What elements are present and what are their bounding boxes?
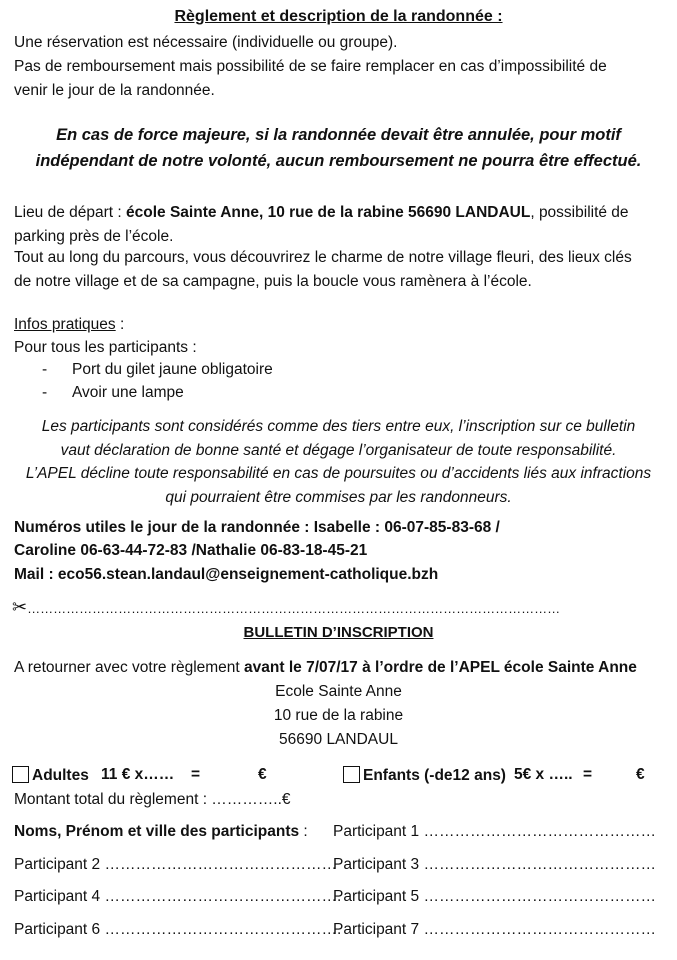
depart-line-2: parking près de l’école.	[14, 228, 174, 245]
participant-field[interactable]: Participant 7 ………………………………………	[333, 921, 656, 938]
infos-heading	[14, 316, 124, 334]
participant-field[interactable]: Participant 5 ………………………………………	[333, 888, 656, 905]
total-amount: Montant total du règlement : …………..€	[14, 791, 291, 808]
participants-heading-colon: :	[299, 823, 308, 840]
contacts-line-2: Caroline 06-63-44-72-83 /Nathalie 06-83-18-45-21	[14, 542, 368, 559]
children-option[interactable]	[343, 766, 506, 785]
scissors-icon: ✂	[12, 597, 28, 617]
reservation-line-1: Une réservation est nécessaire (individuelle ou groupe).	[14, 34, 398, 51]
participants-heading-label: Noms, Prénom et ville des participants	[14, 823, 300, 840]
infos-heading-label: Infos pratiques	[14, 316, 116, 333]
bulletin-address-2: 10 rue de la rabine	[273, 707, 404, 724]
bulletin-return-line	[14, 659, 637, 677]
list-dash: -	[42, 384, 48, 401]
participant-field[interactable]: Participant 3 ………………………………………	[333, 856, 656, 873]
participant-field[interactable]: Participant 2 ………………………………………	[14, 856, 337, 873]
adults-label: Adultes	[32, 767, 89, 784]
children-checkbox[interactable]	[343, 766, 360, 783]
reservation-line-2: Pas de remboursement mais possibilité de se faire remplacer en cas d’impossibilité de	[14, 58, 607, 75]
cut-dots: ……………………………………………………………………………………………………………	[27, 601, 561, 616]
adults-price: 11 € x……	[101, 766, 175, 783]
adults-option[interactable]	[12, 766, 89, 785]
disclaimer-line-3: L’APEL décline toute responsabilité en cas de poursuites ou d’accidents liés aux infractions	[25, 465, 652, 482]
list-item-text: Avoir une lampe	[72, 384, 184, 401]
infos-intro: Pour tous les participants :	[14, 339, 197, 356]
participant-field[interactable]: Participant 6 ……………………………………….	[14, 921, 342, 938]
list-item-text: Port du gilet jaune obligatoire	[72, 361, 273, 378]
list-dash: -	[42, 361, 48, 378]
infos-heading-colon: :	[115, 316, 125, 333]
bulletin-title: BULLETIN D’INSCRIPTION	[243, 624, 434, 641]
participants-heading	[14, 823, 308, 841]
children-price: 5€ x …..	[514, 766, 573, 783]
reservation-line-3: venir le jour de la randonnée.	[14, 82, 215, 99]
depart-line-1	[14, 204, 629, 222]
bulletin-address-1: Ecole Sainte Anne	[275, 683, 402, 700]
disclaimer-line-4: qui pourraient être commises par les randonneurs.	[165, 489, 512, 506]
return-deadline: avant le 7/07/17 à l’ordre de l’APEL école Sainte Anne	[244, 659, 637, 676]
disclaimer-line-2: vaut déclaration de bonne santé et dégage l’organisateur de toute responsabilité.	[60, 442, 617, 459]
disclaimer-line-1: Les participants sont considérés comme des tiers entre eux, l’inscription sur ce bulletin	[41, 418, 636, 435]
children-total: €	[636, 766, 645, 783]
page-title: Règlement et description de la randonnée :	[174, 8, 503, 25]
force-majeure-line-1: En cas de force majeure, si la randonnée devait être annulée, pour motif	[56, 126, 621, 144]
participant-field[interactable]: Participant 4 ……………………………………….	[14, 888, 342, 905]
depart-suffix: , possibilité de	[530, 204, 629, 221]
children-equals: =	[583, 766, 593, 783]
contacts-line-1: Numéros utiles le jour de la randonnée : Isabelle : 06-07-85-83-68 /	[14, 519, 500, 536]
bulletin-address-3: 56690 LANDAUL	[279, 731, 398, 748]
cut-line	[12, 597, 652, 618]
contacts-line-3: Mail : eco56.stean.landaul@enseignement-catholique.bzh	[14, 566, 439, 583]
force-majeure-line-2: indépendant de notre volonté, aucun remboursement ne pourra être effectué.	[35, 152, 642, 170]
depart-prefix: Lieu de départ :	[14, 204, 127, 221]
depart-address: école Sainte Anne, 10 rue de la rabine 56690 LANDAUL	[126, 204, 531, 221]
adults-checkbox[interactable]	[12, 766, 29, 783]
list-item	[42, 384, 184, 402]
children-label: Enfants (-de12 ans)	[363, 767, 506, 784]
adults-total: €	[258, 766, 267, 783]
list-item	[42, 361, 273, 379]
adults-equals: =	[191, 766, 201, 783]
depart-line-4: de notre village et de sa campagne, puis la boucle vous ramènera à l’école.	[14, 273, 532, 290]
return-prefix: A retourner avec votre règlement	[14, 659, 245, 676]
participant-field[interactable]: Participant 1 ………………………………………	[333, 823, 656, 840]
depart-line-3: Tout au long du parcours, vous découvrirez le charme de notre village fleuri, des lieux clés	[14, 249, 632, 266]
